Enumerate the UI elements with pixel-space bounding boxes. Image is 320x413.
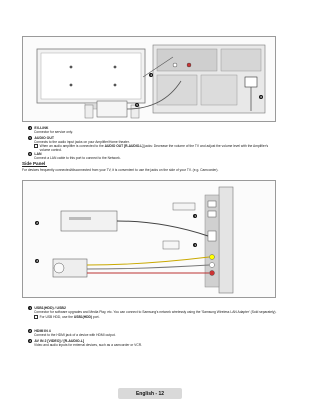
- diagram-marker: 1: [194, 214, 196, 219]
- item-title: AV IN 2 [VIDEO] / [R-AUDIO-L]: [34, 339, 85, 344]
- item-number-badge: 3: [29, 339, 31, 344]
- item-title: EX-LINK: [34, 126, 49, 131]
- note: [28, 315, 278, 319]
- item-number-badge: 1: [29, 306, 31, 311]
- section-description: For devices frequently connected/disconnected from your TV, it is convenient to use the jacks on the side of your TV. (e.g. Camcorder).: [22, 168, 219, 172]
- item-av-in: [28, 339, 278, 348]
- diagram-marker: 3: [36, 259, 38, 264]
- item-hdmi: [28, 329, 278, 338]
- note-icon: [34, 144, 38, 148]
- item-title: HDMI IN 4: [34, 329, 51, 334]
- item-number-badge: 6: [29, 152, 31, 157]
- item-audio-out: [28, 136, 278, 153]
- rear-panel-illustration: [23, 37, 277, 123]
- item-usb: [28, 306, 278, 319]
- note-text: For USB HDD, use the USB1(HDD) port.: [39, 314, 100, 319]
- diagram-marker: 5: [136, 103, 138, 108]
- note-text: When an audio amplifier is connected to the AUDIO OUT [R-AUDIO-L] jacks: Decrease the volume of the TV and adjust the volume level with the Amplifier's volume control.: [39, 144, 269, 153]
- diagram-marker: 4: [150, 73, 152, 78]
- item-title: AUDIO OUT: [34, 135, 55, 140]
- diagram-marker: 6: [260, 95, 262, 100]
- item-number-badge: 4: [29, 126, 31, 131]
- item-text: Connect a LAN cable to this port to connect to the Network.: [34, 156, 121, 161]
- rear-panel-diagram: [22, 36, 276, 122]
- item-number-badge: 2: [29, 329, 31, 334]
- side-panel-illustration: [23, 181, 277, 299]
- item-text: Connector for software upgrades and Media Play, etc. You can connect to Samsung's network wirelessly using the 'Samsung Wireless LAN Adapter' (Sold separately).: [34, 310, 277, 315]
- item-title: LAN: [34, 152, 42, 157]
- note-icon: [34, 315, 38, 319]
- item-title: USB1(HDD) / USB2: [34, 306, 66, 311]
- diagram-marker: 1: [194, 243, 196, 248]
- item-ex-link: [28, 126, 278, 135]
- item-text: Connect to the HDMI jack of a device with HDMI output.: [34, 333, 116, 338]
- diagram-marker: 2: [36, 221, 38, 226]
- item-text: Connector for service only.: [34, 130, 73, 135]
- side-panel-diagram: [22, 180, 276, 298]
- item-number-badge: 5: [29, 135, 31, 140]
- item-lan: [28, 152, 278, 161]
- page-number-footer: English - 12: [118, 388, 182, 399]
- section-title: Side Panel: [22, 161, 46, 166]
- item-text: Connects to the audio input jacks on your Amplifier/Home theater.: [34, 139, 130, 144]
- item-text: Video and audio inputs for external devices, such as a camcorder or VCR.: [34, 343, 143, 348]
